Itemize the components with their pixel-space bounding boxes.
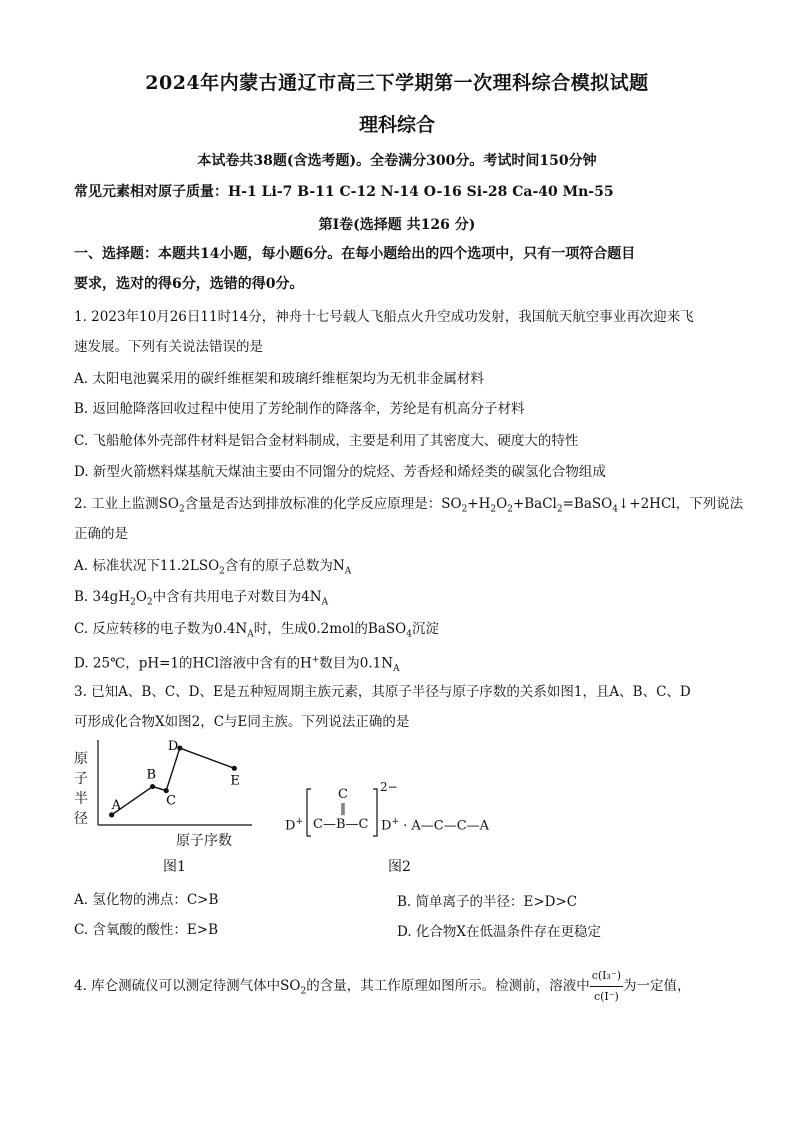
fig1-point-a (109, 812, 114, 817)
q1-stem-line1: 1. 2023年10月26日11时14分，神舟十七号载人飞船点火升空成功发射，我国航天航空事业再次迎来飞 (74, 309, 694, 325)
fig2-left-ion: D+ (285, 817, 303, 834)
fig2-top-atom: C (338, 787, 348, 802)
q4-stem: 4. 库仑测硫仪可以测定待测气体中$SO_2$的含量，其工作原理如图所示。检测前，溶液中 $\frac{\text{c(I₃⁻)}}{c(I^-)}$ 为一定值， (74, 966, 724, 1007)
fig1-point-e (232, 766, 237, 771)
q1-option-c: C. 飞船舱体外壳部件材料是铝合金材料制成，主要是利用了其密度大、硬度大的特性 (74, 433, 579, 449)
fig1-label-c: C (166, 793, 177, 809)
fig2-right-part: D+ · A—C—C—A (381, 817, 490, 834)
fig2-caption: 图2 (388, 859, 411, 875)
q1-option-d: D. 新型火箭燃料煤基航天煤油主要由不同馏分的烷烃、芳香烃和烯烃类的碳氢化合物组成 (74, 464, 606, 480)
part-heading: 第Ⅰ卷(选择题 共126 分) (318, 217, 476, 233)
fig1-caption: 图1 (163, 859, 186, 875)
q3-option-d: D. 化合物X在低温条件存在更稳定 (397, 924, 602, 940)
q2-stem-line1: 2. 工业上监测$SO_2$含量是否达到排放标准的化学反应原理是：$SO_2+H_2O_2+BaCl_2=BaSO_4↓+2HCl$，下列说法 (74, 496, 744, 515)
q2-option-c: C. 反应转移的电子数为$0.4N_A$时，生成0.2mol的BaSO$_4$沉淀 (74, 621, 439, 640)
section-instructions-line1: 一、选择题：本题共14小题，每小题6分。在每小题给出的四个选项中，只有一项符合题目 (74, 246, 636, 262)
q3-option-b: B. 简单离子的半径：E>D>C (397, 894, 578, 910)
fig2-brackets (285, 784, 515, 844)
q1-stem-line2: 速发展。下列有关说法错误的是 (74, 339, 263, 355)
page-title: 2024年内蒙古通辽市高三下学期第一次理科综合模拟试题 (145, 72, 649, 94)
q3-option-c: C. 含氧酸的酸性：E>B (74, 922, 219, 938)
q2-option-a: A. 标准状况下$11.2LSO_2$含有的原子总数为$N_A$ (74, 558, 352, 577)
q3-stem-line1: 3. 已知A、B、C、D、E是五种短周期主族元素，其原子半径与原子序数的关系如图1，且A、B、C、D (74, 684, 691, 700)
q3-option-a: A. 氢化物的沸点：C>B (74, 892, 219, 908)
q2-option-d: D. 25℃，pH=1的HCl溶液中含有的H+数目为$0.1N_A$ (74, 655, 400, 675)
atomic-masses: 常见元素相对原子质量：H-1 Li-7 B-11 C-12 N-14 O-16 Si-28 Ca-40 Mn-55 (74, 184, 614, 200)
q2-stem-line2: 正确的是 (74, 526, 128, 542)
fig1-point-c (164, 788, 169, 793)
fig1-label-d: D (167, 740, 179, 755)
fig1-ylabel: 原 子 半 径 (74, 751, 88, 827)
fig2-charge: 2− (380, 780, 398, 794)
fig1-point-b (150, 784, 155, 789)
fig1-label-e: E (230, 773, 240, 789)
q3-stem-line2: 可形成化合物X如图2，C与E同主族。下列说法正确的是 (74, 714, 410, 730)
page-subtitle: 理科综合 (358, 114, 435, 136)
fig2-double-bond: ‖ (340, 801, 346, 815)
exam-info: 本试卷共38题(含选考题)。全卷满分300分。考试时间150分钟 (197, 153, 597, 169)
fig2-structure (285, 780, 515, 844)
q1-option-a: A. 太阳电池翼采用的碳纤维框架和玻璃纤维框架均为无机非金属材料 (74, 371, 484, 387)
fig1-xlabel: 原子序数 (176, 833, 232, 849)
fig1-plot (94, 740, 254, 835)
fig1-label-b: B (146, 767, 157, 783)
fig2-chain: C—B—C (313, 817, 369, 832)
section-instructions-line2: 要求，选对的得6分，选错的得0分。 (74, 276, 304, 292)
fig1-label-a: A (111, 797, 122, 813)
q4-fraction: $\frac{\text{c(I₃⁻)}}{c(I^-)}$ (590, 966, 623, 1007)
q2-option-b: B. $34gH_2O_2$中含有共用电子对数目为$4N_A$ (74, 589, 329, 608)
q1-option-b: B. 返回舱降落回收过程中使用了芳纶制作的降落伞，芳纶是有机高分子材料 (74, 401, 525, 417)
